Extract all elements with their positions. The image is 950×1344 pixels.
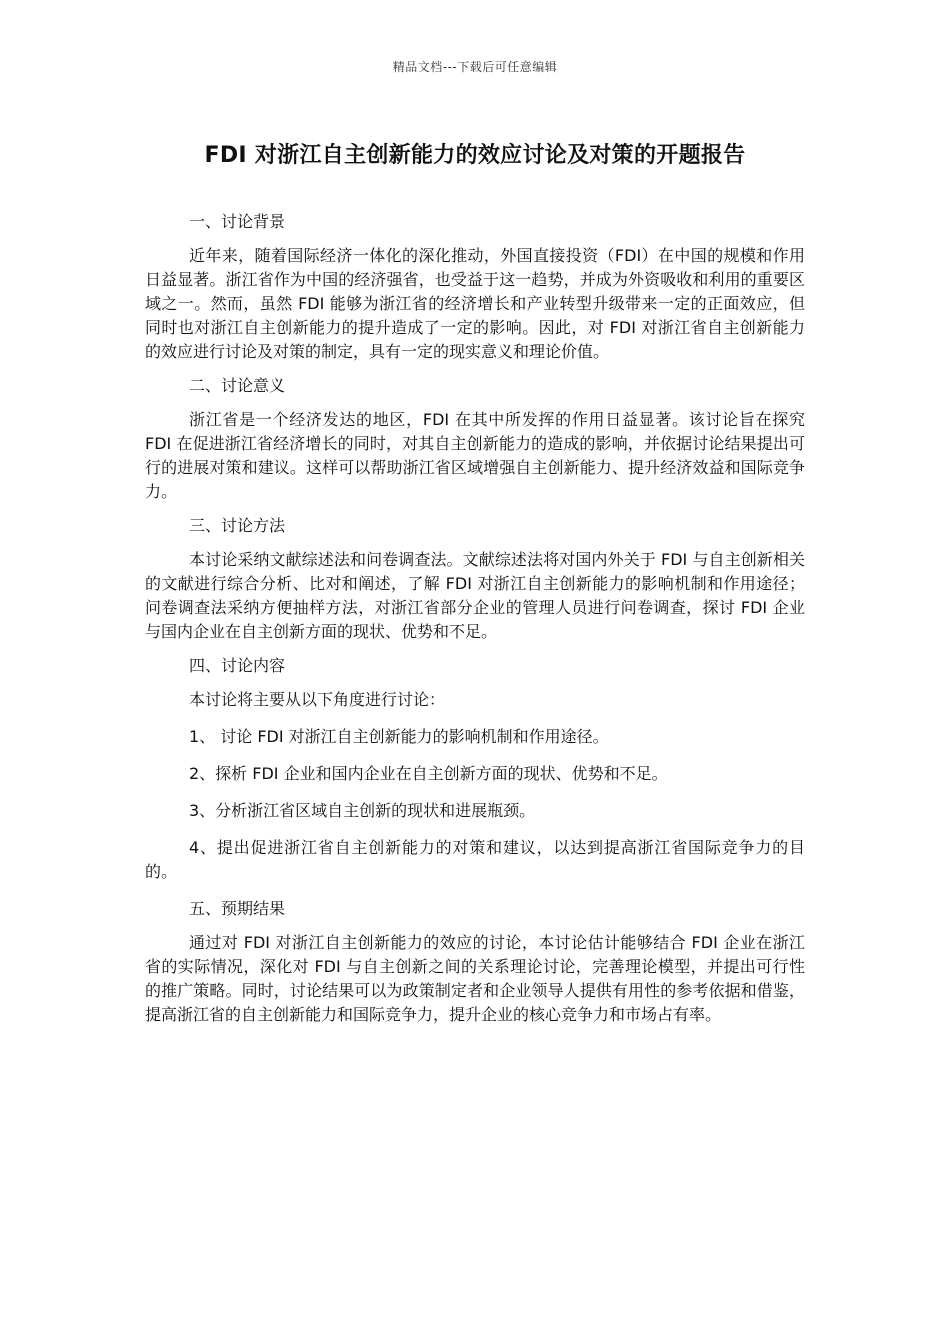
section-heading-significance: 二、讨论意义 bbox=[189, 376, 286, 395]
list-item: 3、分析浙江省区域自主创新的现状和进展瓶颈。 bbox=[189, 801, 536, 820]
document-title: FDI 对浙江自主创新能力的效应讨论及对策的开题报告 bbox=[204, 143, 746, 168]
section-text-methods: 本讨论采纳文献综述法和问卷调查法。文献综述法将对国内外关于 FDI 与自主创新相关的文献进行综合分析、比对和阐述，了解 FDI 对浙江自主创新能力的影响机制和作用途径；问卷调查法采纳方便抽样方法，对浙江省部分企业的管理人员进行问卷调查，探讨 FDI 企业与国内企业在自主创新方面的现状、优势和不足。 bbox=[145, 550, 805, 641]
section-heading-methods: 三、讨论方法 bbox=[189, 516, 286, 535]
section-heading-content: 四、讨论内容 bbox=[189, 656, 286, 675]
list-item: 4、提出促进浙江省自主创新能力的对策和建议，以达到提高浙江省国际竞争力的目的。 bbox=[145, 838, 805, 881]
header-note: 精品文档---下载后可任意编辑 bbox=[392, 60, 558, 74]
document-body bbox=[145, 210, 805, 1037]
section-heading-background: 一、讨论背景 bbox=[189, 212, 286, 231]
section-intro-content: 本讨论将主要从以下角度进行讨论： bbox=[189, 690, 446, 709]
section-text-expected-results: 通过对 FDI 对浙江自主创新能力的效应的讨论，本讨论估计能够结合 FDI 企业在浙江省的实际情况，深化对 FDI 与自主创新之间的关系理论讨论，完善理论模型，并提出可行性的推广策略。同时，讨论结果可以为政策制定者和企业领导人提供有用性的参考依据和借鉴，提高浙江省的自主创新能力和国际竞争力，提升企业的核心竞争力和市场占有率。 bbox=[145, 933, 805, 1024]
section-text-background: 近年来，随着国际经济一体化的深化推动，外国直接投资（FDI）在中国的规模和作用日益显著。浙江省作为中国的经济强省，也受益于这一趋势，并成为外资吸收和利用的重要区域之一。然而，虽然 FDI 能够为浙江省的经济增长和产业转型升级带来一定的正面效应，但同时也对浙江自主创新能力的提升造成了一定的影响。因此，对 FDI 对浙江省自主创新能力的效应进行讨论及对策的制定，具有一定的现实意义和理论价值。 bbox=[145, 246, 805, 361]
list-item: 2、探析 FDI 企业和国内企业在自主创新方面的现状、优势和不足。 bbox=[189, 764, 668, 783]
section-text-significance: 浙江省是一个经济发达的地区，FDI 在其中所发挥的作用日益显著。该讨论旨在探究 FDI 在促进浙江省经济增长的同时，对其自主创新能力的造成的影响，并依据讨论结果提出可行的进展对策和建议。这样可以帮助浙江省区域增强自主创新能力、提升经济效益和国际竞争力。 bbox=[145, 410, 805, 501]
section-heading-expected-results: 五、预期结果 bbox=[189, 899, 286, 918]
list-item: 1、 讨论 FDI 对浙江自主创新能力的影响机制和作用途径。 bbox=[189, 727, 609, 746]
